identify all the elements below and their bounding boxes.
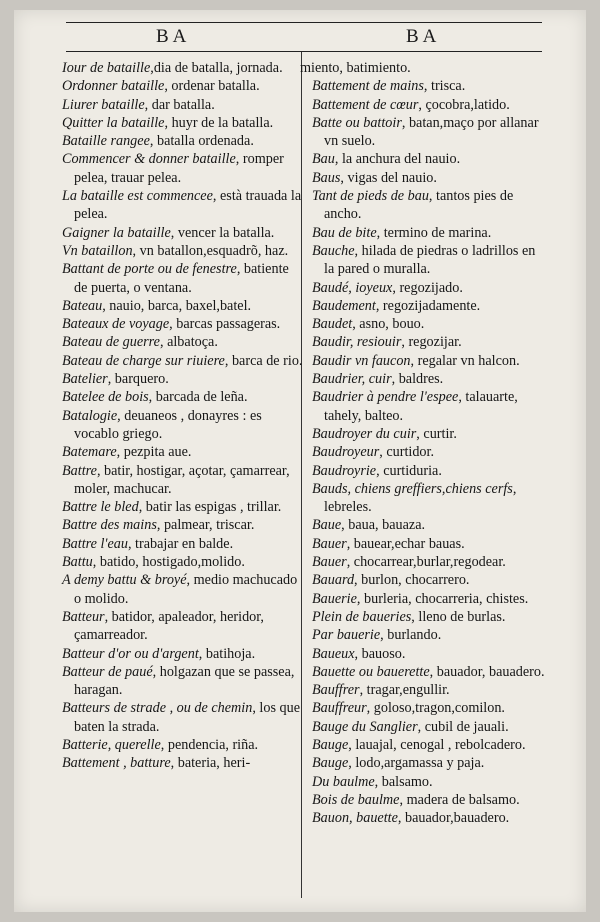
- entry-headword: Baudrier à pendre l'espee: [312, 389, 459, 406]
- entry-headword: Battement , batture: [62, 755, 171, 772]
- entry-headword: Liurer bataille: [62, 96, 145, 113]
- dictionary-entry: [312, 462, 548, 480]
- dictionary-entry: [312, 370, 548, 388]
- dictionary-entry: [312, 224, 548, 242]
- entry-headword: Bateau de guerre: [62, 334, 160, 351]
- entry-translation: , trabajar en balde.: [127, 535, 234, 552]
- entry-headword: Battu: [62, 554, 93, 571]
- entry-translation: , lleno de burlas.: [411, 608, 506, 625]
- entry-translation: , albatoça.: [159, 334, 218, 351]
- entry-headword: Batalogie: [62, 407, 118, 424]
- entry-translation: miento, batimiento.: [300, 60, 411, 76]
- entry-headword: Bauds, chiens greffiers,chiens cerfs: [312, 480, 513, 497]
- entry-headword: Tant de pieds de bau: [312, 188, 429, 205]
- entry-translation: , curtir.: [416, 425, 457, 442]
- entry-headword: Bauette ou bauerette: [312, 663, 430, 680]
- dictionary-entry: [312, 242, 548, 279]
- dictionary-entry: [62, 754, 304, 772]
- dictionary-entry: [62, 608, 304, 645]
- dictionary-entry: [62, 114, 304, 132]
- entry-headword: Bauffrer: [312, 682, 360, 699]
- entry-headword: Batteur d'or ou d'argent: [62, 645, 199, 662]
- entry-translation: , holgazan que se passea, haragan.: [74, 663, 295, 699]
- entry-headword: La bataille est commencee: [62, 188, 213, 205]
- entry-headword: Batteur: [62, 608, 105, 625]
- entry-headword: Battre des mains: [62, 517, 157, 534]
- entry-headword: Vn bataillon: [62, 242, 133, 259]
- entry-headword: Quitter la bataille: [62, 114, 165, 131]
- dictionary-entry: [312, 754, 548, 772]
- entry-translation: , lauajal, cenogal , rebolcadero.: [348, 736, 526, 753]
- dictionary-entry: [312, 535, 548, 553]
- entry-translation: , çocobra,latido.: [418, 96, 510, 113]
- entry-headword: Bauard: [312, 572, 355, 589]
- dictionary-entry: [62, 663, 304, 700]
- dictionary-entry: [62, 59, 304, 77]
- dictionary-entry: [62, 333, 304, 351]
- entry-headword: Plein de baueries: [312, 608, 412, 625]
- entry-headword: Gaigner la bataille: [62, 224, 171, 241]
- entry-headword: Baudroyer du cuir: [312, 425, 417, 442]
- dictionary-entry: [62, 132, 304, 150]
- dictionary-entry: [62, 498, 304, 516]
- entry-headword: Battant de porte ou de fenestre: [62, 261, 237, 278]
- dictionary-entry: [312, 315, 548, 333]
- entry-translation: , vencer la batalla.: [170, 224, 275, 241]
- dictionary-entry: [312, 791, 548, 809]
- entry-translation: ,dia de batalla, jornada.: [150, 60, 283, 76]
- dictionary-entry: [62, 443, 304, 461]
- entry-headword: Iour de bataille: [62, 60, 151, 76]
- entry-headword: Bateau de charge sur riuiere: [62, 352, 225, 369]
- dictionary-entry: [312, 681, 548, 699]
- entry-headword: Bauffreur: [312, 700, 367, 717]
- entry-translation: , bauear,echar bauas.: [346, 535, 465, 552]
- entry-headword: Baudroyeur: [312, 444, 380, 461]
- dictionary-entry: [62, 315, 304, 333]
- dictionary-entry: [62, 571, 304, 608]
- entry-translation: , chocarrear,burlar,regodear.: [346, 554, 506, 571]
- entry-headword: Baudet: [312, 316, 353, 333]
- right-column: [300, 59, 548, 827]
- entry-headword: Baue: [312, 517, 342, 534]
- entry-translation: , cubil de jauali.: [417, 718, 509, 735]
- dictionary-entry: [312, 590, 548, 608]
- dictionary-entry: [312, 297, 548, 315]
- entry-headword: Baudement: [312, 297, 376, 314]
- dictionary-entry: [62, 370, 304, 388]
- dictionary-entry: [300, 59, 548, 77]
- dictionary-entry: [312, 333, 548, 351]
- left-running-head: BA: [156, 26, 191, 47]
- entry-translation: , batido, hostigado,molido.: [92, 554, 245, 571]
- dictionary-entry: [312, 663, 548, 681]
- entry-headword: Batteur de paué: [62, 663, 153, 680]
- entry-headword: Bauer: [312, 554, 347, 571]
- entry-translation: , burlon, chocarrero.: [354, 572, 470, 589]
- entry-headword: Batterie, querelle: [62, 736, 161, 753]
- entry-headword: Bauer: [312, 535, 347, 552]
- entry-translation: , barcas passageras.: [169, 316, 281, 333]
- entry-translation: , los que baten la strada.: [74, 700, 300, 735]
- dictionary-entry: [312, 480, 548, 517]
- entry-headword: Ordonner bataille: [62, 78, 165, 95]
- entry-headword: Battre l'eau: [62, 535, 128, 552]
- entry-translation: , medio machucado o molido.: [74, 572, 298, 607]
- entry-headword: Battre: [62, 462, 97, 479]
- dictionary-entry: [312, 114, 548, 151]
- entry-translation: , barquero.: [107, 371, 169, 388]
- entry-translation: , barcada de leña.: [148, 389, 248, 406]
- entry-translation: , termino de marina.: [376, 224, 492, 241]
- entry-translation: , bauador,bauadero.: [397, 810, 510, 827]
- dictionary-entry: [312, 443, 548, 461]
- entry-translation: , asno, bouo.: [352, 316, 425, 333]
- top-rule: [66, 22, 542, 23]
- dictionary-entry: [62, 516, 304, 534]
- dictionary-entry: [62, 736, 304, 754]
- entry-translation: , pendencia, riña.: [160, 736, 259, 753]
- entry-translation: , burleria, chocarreria, chistes.: [356, 590, 529, 607]
- header-rule: [66, 51, 542, 52]
- dictionary-entry: [312, 77, 548, 95]
- entry-translation: , madera de balsamo.: [399, 791, 520, 808]
- entry-translation: , curtidor.: [379, 444, 435, 461]
- entry-headword: Bauerie: [312, 590, 357, 607]
- entry-headword: Battre le bled: [62, 499, 139, 516]
- entry-headword: Baus: [312, 169, 341, 186]
- right-running-head: BA: [406, 26, 441, 47]
- entry-translation: , la anchura del nauio.: [334, 151, 461, 168]
- entry-headword: Baueux: [312, 645, 355, 662]
- dictionary-entry: [312, 169, 548, 187]
- left-column: [62, 59, 304, 773]
- entry-headword: Bauge: [312, 755, 349, 772]
- entry-headword: Baudrier, cuir: [312, 371, 392, 388]
- dictionary-entry: [312, 96, 548, 114]
- entry-translation: , burlando.: [380, 627, 442, 644]
- dictionary-entry: [62, 462, 304, 499]
- entry-translation: , bauador, bauadero.: [429, 663, 545, 680]
- entry-headword: Bauon, bauette: [312, 810, 398, 827]
- entry-translation: , baua, bauaza.: [341, 517, 426, 534]
- entry-translation: , vigas del nauio.: [340, 169, 437, 186]
- entry-headword: Baudé, ioyeux: [312, 279, 393, 296]
- entry-translation: , bateria, heri-: [170, 755, 251, 772]
- entry-translation: , ordenar batalla.: [164, 78, 260, 95]
- entry-headword: Batteurs de strade , ou de chemin: [62, 700, 253, 717]
- entry-headword: Commencer & donner bataille: [62, 151, 236, 168]
- entry-headword: Baudir vn faucon: [312, 352, 411, 369]
- dictionary-entry: [62, 553, 304, 571]
- dictionary-entry: [312, 279, 548, 297]
- entry-translation: , lebreles.: [324, 480, 517, 516]
- entry-translation: , baldres.: [391, 371, 444, 388]
- dictionary-entry: [312, 388, 548, 425]
- dictionary-entry: [312, 352, 548, 370]
- dictionary-entry: [312, 736, 548, 754]
- dictionary-entry: [62, 407, 304, 444]
- entry-translation: , batir, hostigar, açotar, çamarrear, moler, machucar.: [74, 462, 290, 497]
- entry-headword: Baudir, resiouir: [312, 334, 402, 351]
- entry-headword: Par bauerie: [312, 627, 381, 644]
- entry-headword: Du baulme: [312, 773, 375, 790]
- entry-headword: A demy battu & broyé: [62, 572, 187, 589]
- dictionary-entry: [62, 224, 304, 242]
- dictionary-entry: [62, 187, 304, 224]
- dictionary-entry: [62, 645, 304, 663]
- entry-translation: , regalar vn halcon.: [410, 352, 520, 369]
- dictionary-entry: [62, 388, 304, 406]
- entry-translation: , batir las espigas , trillar.: [138, 499, 282, 516]
- entry-headword: Batelee de bois: [62, 389, 149, 406]
- dictionary-entry: [312, 645, 548, 663]
- entry-headword: Bauche: [312, 242, 355, 259]
- entry-headword: Bois de baulme: [312, 791, 400, 808]
- dictionary-entry: [312, 516, 548, 534]
- entry-translation: , batalla ordenada.: [149, 133, 254, 150]
- dictionary-entry: [312, 553, 548, 571]
- entry-translation: , barca de rio.: [224, 352, 303, 369]
- entry-translation: , palmear, triscar.: [156, 517, 255, 534]
- entry-translation: , batiente de puerta, o ventana.: [74, 261, 289, 296]
- entry-translation: , talauarte, tahely, balteo.: [324, 389, 518, 424]
- dictionary-entry: [312, 809, 548, 827]
- entry-headword: Bau de bite: [312, 224, 377, 241]
- entry-translation: , curtiduria.: [376, 462, 442, 479]
- entry-translation: , regozijado.: [392, 279, 463, 296]
- entry-translation: , vn batallon,esquadrõ, haz.: [132, 242, 289, 259]
- entry-translation: , lodo,argamassa y paja.: [348, 755, 485, 772]
- dictionary-entry: [312, 571, 548, 589]
- entry-headword: Batemare: [62, 444, 117, 461]
- dictionary-entry: [312, 608, 548, 626]
- dictionary-entry: [312, 150, 548, 168]
- dictionary-entry: [62, 77, 304, 95]
- entry-translation: , batan,maço por allanar vn suelo.: [324, 114, 539, 150]
- dictionary-entry: [62, 260, 304, 297]
- entry-headword: Bataille rangee: [62, 133, 150, 150]
- dictionary-entry: [312, 699, 548, 717]
- entry-headword: Batte ou battoir: [312, 114, 402, 131]
- dictionary-entry: [62, 699, 304, 736]
- dictionary-entry: [312, 626, 548, 644]
- entry-translation: , regozijar.: [401, 334, 462, 351]
- entry-translation: , goloso,tragon,comilon.: [366, 700, 505, 717]
- entry-headword: Battement de cœur: [312, 96, 419, 113]
- dictionary-entry: [62, 242, 304, 260]
- dictionary-entry: [62, 352, 304, 370]
- dictionary-entry: [62, 535, 304, 553]
- entry-headword: Bauge: [312, 736, 349, 753]
- entry-translation: , balsamo.: [374, 773, 433, 790]
- entry-translation: , batihoja.: [198, 645, 256, 662]
- dictionary-entry: [62, 150, 304, 187]
- entry-translation: , tantos pies de ancho.: [324, 188, 514, 223]
- entry-translation: , romper pelea, trauar pelea.: [74, 151, 284, 186]
- entry-translation: , dar batalla.: [144, 96, 215, 113]
- entry-headword: Bauge du Sanglier: [312, 718, 418, 735]
- entry-translation: , trisca.: [423, 78, 466, 95]
- dictionary-entry: [312, 773, 548, 791]
- entry-translation: , està trauada la pelea.: [74, 188, 302, 223]
- dictionary-page: [14, 10, 586, 912]
- entry-headword: Baudroyrie: [312, 462, 377, 479]
- dictionary-entry: [62, 297, 304, 315]
- dictionary-entry: [312, 187, 548, 224]
- dictionary-entry: [62, 96, 304, 114]
- entry-headword: Battement de mains: [312, 78, 424, 95]
- entry-translation: , hilada de piedras o ladrillos en la pared o muralla.: [324, 242, 536, 278]
- entry-translation: , nauio, barca, baxel,batel.: [102, 297, 252, 314]
- entry-headword: Bau: [312, 151, 335, 168]
- entry-translation: , tragar,engullir.: [359, 682, 450, 699]
- dictionary-entry: [312, 425, 548, 443]
- entry-translation: , pezpita aue.: [116, 444, 192, 461]
- entry-headword: Batelier: [62, 371, 108, 388]
- entry-translation: , huyr de la batalla.: [164, 114, 274, 131]
- entry-translation: , batidor, apaleador, heridor, çamarreador.: [74, 608, 264, 644]
- entry-translation: , bauoso.: [354, 645, 406, 662]
- dictionary-entry: [312, 718, 548, 736]
- entry-headword: Bateau: [62, 297, 103, 314]
- entry-translation: , regozijadamente.: [375, 297, 481, 314]
- entry-headword: Bateaux de voyage: [62, 316, 170, 333]
- entry-translation: , deuaneos , donayres : es vocablo griego.: [74, 407, 262, 442]
